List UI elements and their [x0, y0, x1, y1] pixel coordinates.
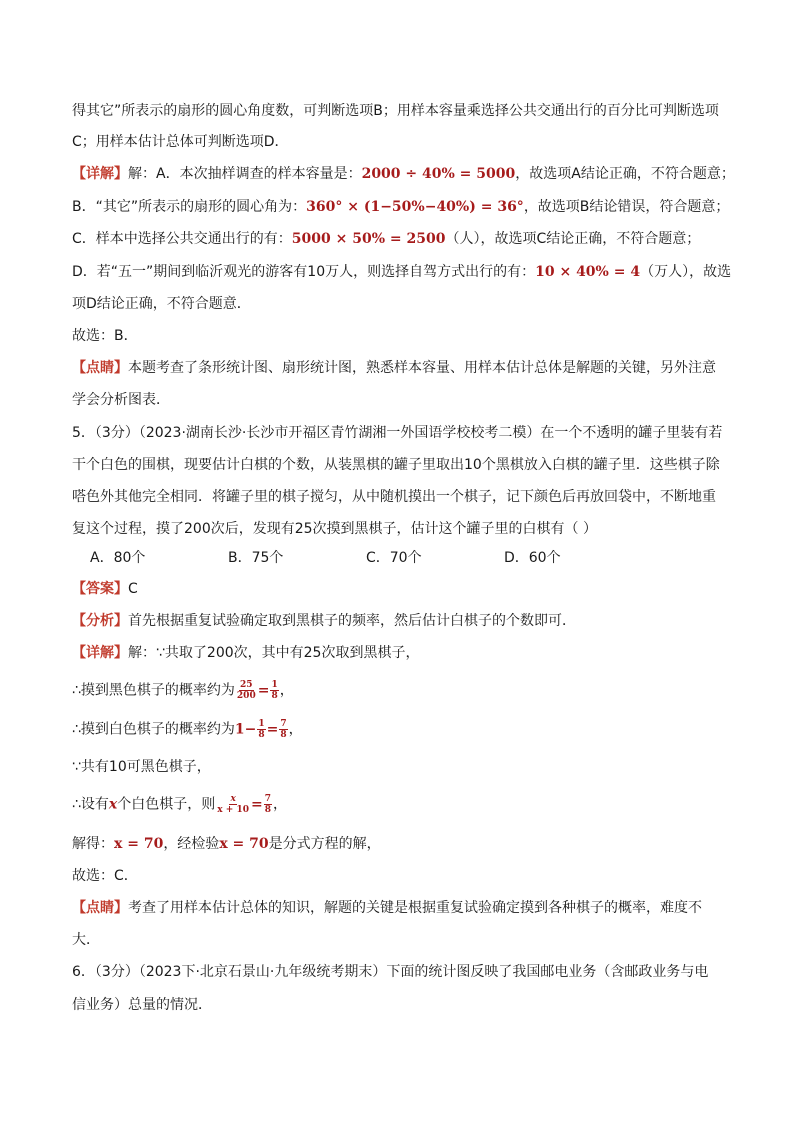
- text: 是分式方程的解，: [268, 836, 381, 852]
- text-line: 得其它”所表示的扇形的圆心角度数，可判断选项B；用样本容量乘选择公共交通出行的百分比可判断选项: [72, 103, 719, 119]
- text: ∴摸到黑色棋子的概率约为: [72, 682, 235, 699]
- option-d: D．60个: [504, 550, 561, 566]
- numerator: 1: [271, 680, 278, 690]
- text: （人），故选项C结论正确，不符合题意；: [445, 231, 701, 247]
- text-line: 大．: [72, 932, 100, 948]
- math-expression: 2000 ÷ 40% = 5000: [361, 166, 516, 182]
- math-expression: 1−: [234, 721, 257, 738]
- text: B．“其它”所表示的扇形的圆心角为：: [72, 199, 307, 215]
- text-line: ∵共有10可黑色棋子，: [72, 759, 211, 775]
- denominator: 8: [271, 691, 278, 701]
- text: D．若“五一”期间到临沂观光的游客有10万人，则选择自驾方式出行的有：: [72, 264, 536, 280]
- option-b: B．75个: [228, 550, 284, 566]
- text: 解：∵共取了200次，其中有25次取到黑棋子，: [128, 645, 420, 661]
- analysis-tag: 【分析】: [72, 613, 128, 629]
- denominator: x + 10: [217, 805, 249, 815]
- text: ，: [279, 682, 294, 699]
- text-line: 学会分析图表．: [72, 392, 170, 408]
- numerator: 7: [280, 719, 287, 729]
- comment-line: [72, 898, 702, 918]
- text: ，: [272, 796, 287, 813]
- question-5-options: [90, 548, 624, 568]
- equals-sign: =: [266, 721, 279, 738]
- probability-black-line: [72, 680, 294, 701]
- math-expression: x = 70: [114, 836, 164, 852]
- text: ，故选项A结论正确，不符合题意；: [515, 166, 735, 182]
- fraction: [236, 680, 257, 701]
- equals-sign: =: [250, 796, 263, 813]
- math-expression: 360° × (1−50%−40%) = 36°: [306, 199, 524, 215]
- detail-tag: 【详解】: [72, 645, 128, 661]
- math-expression: 5000 × 50% = 2500: [291, 231, 446, 247]
- text-line: 信业务）总量的情况．: [72, 997, 212, 1013]
- answer-choice-line: 故选：C．: [72, 868, 138, 884]
- fraction: [270, 680, 278, 701]
- text: 个白色棋子，则: [117, 796, 216, 813]
- text: （万人），故选: [640, 264, 732, 280]
- text-line: 嗒色外其他完全相同．将罐子里的棋子搅匀，从中随机摸出一个棋子，记下颜色后再放回袋中，不断地重: [72, 489, 716, 505]
- comment-tag: 【点睛】: [72, 360, 128, 376]
- solution-detail-b: [72, 197, 729, 217]
- text-line: C；用样本估计总体可判断选项D．: [72, 134, 289, 150]
- text: C．样本中选择公共交通出行的有：: [72, 231, 292, 247]
- text-line: 复这个过程，摸了200次后，发现有25次摸到黑棋子，估计这个罐子里的白棋有（ ）: [72, 521, 597, 537]
- fraction: [216, 794, 250, 815]
- probability-white-line: [72, 719, 303, 740]
- equation-setup-line: [72, 794, 287, 815]
- text: 考查了用样本估计总体的知识，解题的关键是根据重复试验确定摸到各种棋子的概率，难度不: [128, 900, 702, 916]
- option-a: A．80个: [90, 550, 146, 566]
- answer-value: C: [128, 581, 138, 597]
- text: ∴设有: [72, 796, 109, 813]
- math-expression: x = 70: [219, 836, 269, 852]
- solution-detail-c: [72, 229, 700, 249]
- detail-line: [72, 643, 419, 663]
- text: ，故选项B结论错误，符合题意；: [523, 199, 730, 215]
- math-expression: 10 × 40% = 4: [535, 264, 641, 280]
- variable: x: [108, 796, 118, 813]
- answer-tag: 【答案】: [72, 581, 128, 597]
- answer-line: [72, 579, 138, 599]
- text: 解得：: [72, 836, 114, 852]
- text: ，经检验: [163, 836, 220, 852]
- comment-tag: 【点睛】: [72, 900, 128, 916]
- denominator: 200: [236, 691, 256, 701]
- text: 解：A．本次抽样调查的样本容量是：: [128, 166, 362, 182]
- solution-detail-a: [72, 164, 735, 184]
- text: 首先根据重复试验确定取到黑棋子的频率，然后估计白棋子的个数即可．: [128, 613, 576, 629]
- equals-sign: =: [257, 682, 270, 699]
- solution-detail-d: [72, 262, 731, 282]
- numerator: 7: [264, 794, 271, 804]
- question-5-stem: 5．（3分）（2023·湖南长沙·长沙市开福区青竹湖湘一外国语学校校考二模）在一个不透明的罐子里装有若: [72, 425, 723, 441]
- text-line: 干个白色的围棋，现要估计白棋的个数，从装黑棋的罐子里取出10个黑棋放入白棋的罐子里．这些棋子除: [72, 457, 720, 473]
- text: ，: [288, 721, 303, 738]
- numerator: 1: [258, 719, 265, 729]
- comment-line: [72, 358, 716, 378]
- question-6-stem: 6．（3分）（2023下·北京石景山·九年级统考期末）下面的统计图反映了我国邮电业务（含邮政业务与电: [72, 964, 709, 980]
- numerator: x: [230, 794, 236, 804]
- fraction: [279, 719, 287, 740]
- numerator: 25: [240, 680, 253, 690]
- denominator: 8: [264, 805, 271, 815]
- denominator: 8: [280, 730, 287, 740]
- solution-line: [72, 834, 381, 854]
- answer-choice-line: 故选：B．: [72, 328, 138, 344]
- detail-tag: 【详解】: [72, 166, 128, 182]
- denominator: 8: [258, 730, 265, 740]
- text: 本题考查了条形统计图、扇形统计图，熟悉样本容量、用样本估计总体是解题的关键，另外注意: [128, 360, 716, 376]
- text: ∴摸到白色棋子的概率约为: [72, 721, 235, 738]
- option-c: C．70个: [366, 550, 422, 566]
- analysis-line: [72, 611, 576, 631]
- text-line: 项D结论正确，不符合题意．: [72, 296, 251, 312]
- fraction: [264, 794, 272, 815]
- fraction: [257, 719, 265, 740]
